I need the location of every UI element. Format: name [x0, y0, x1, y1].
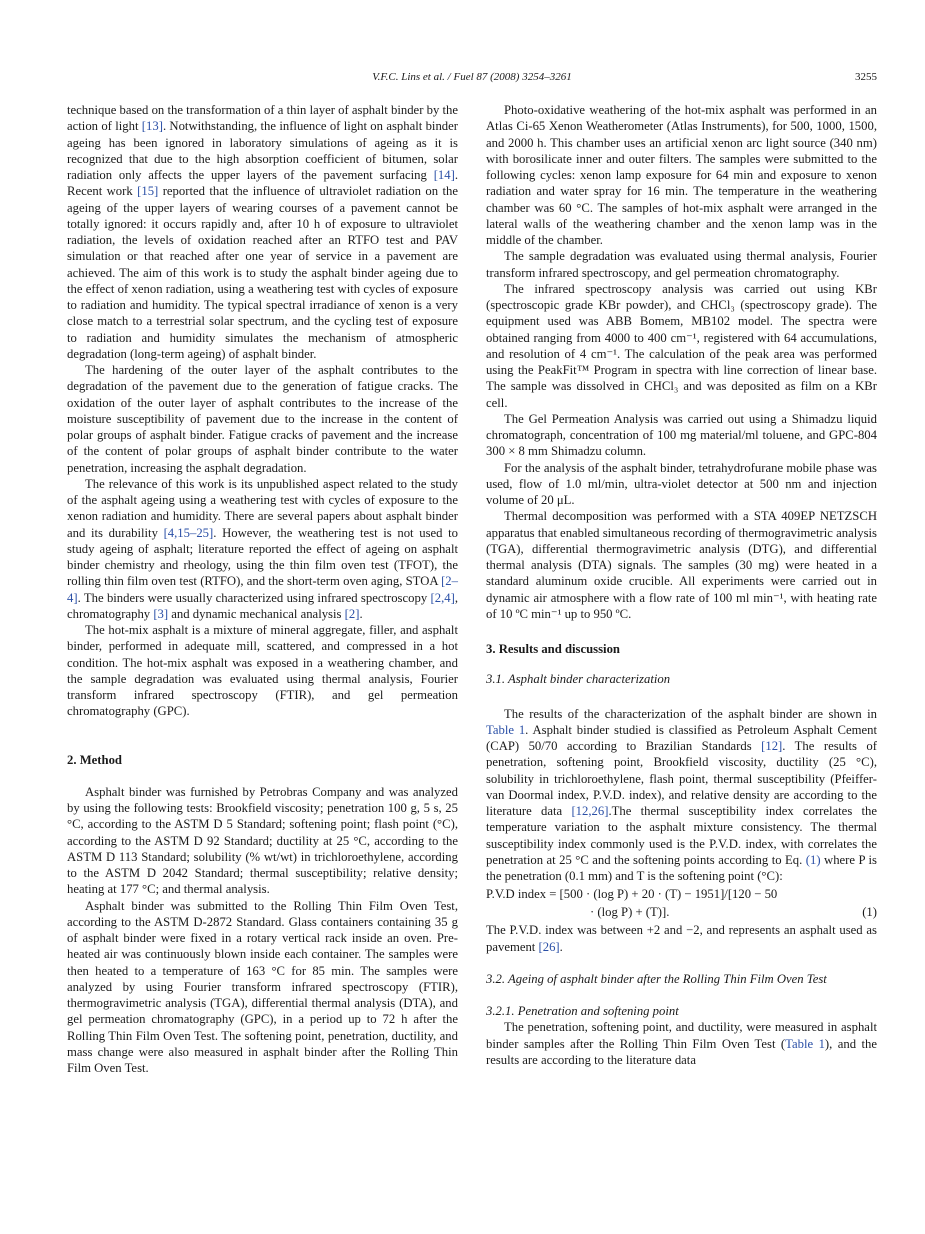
equation-line: · (log P) + (T)].	[590, 905, 670, 920]
citation-link[interactable]: [2–4]	[67, 574, 458, 605]
paragraph: Photo-oxidative weathering of the hot-mix asphalt was performed in an Atlas Ci-65 Xenon Weatherometer (Atlas Instruments), for 500, 1000, 1500, and 2000 h. This chamber uses an artificial xenon arc light source (340 nm) with borosilicate inner and outer filters. The samples were submitted to the following cycles: xenon lamp exposure for 64 min and exposure to xenon radiation and water spray for 16 min. The temperature in the weathering chamber was 60 °C. The samples of hot-mix asphalt were arranged in the lateral walls of the weathering chamber and the xenon lamp was in the middle of the chamber.	[486, 103, 877, 247]
paragraph: Asphalt binder was furnished by Petrobras Company and was analyzed by using the following tests: Brookfield viscosity; penetration 100 g, 5 s, 25 °C, according to the ASTM D 5 Standard; softening point; flash point (°C), according to the ASTM D 92 Standard; ductility at 25 °C, according to the ASTM D 113 Standard; solubility (% wt/wt) in trichloroethylene, according to the ASTM D 2042 Standard; thermal susceptibility; relative density; heating at 177 °C; and thermal analysis.	[67, 784, 458, 897]
citation-link[interactable]: [3]	[153, 606, 169, 621]
subsection-heading: 3.2. Ageing of asphalt binder after the Rolling Thin Film Oven Test	[486, 971, 827, 986]
paragraph: The P.V.D. index was between +2 and −2, and represents an asphalt used as pavement [26].	[486, 923, 877, 954]
right-column	[486, 102, 877, 1068]
citation-link[interactable]: [13]	[141, 119, 163, 134]
subsubsection-heading: 3.2.1. Penetration and softening point	[486, 1004, 679, 1018]
equation-number: (1)	[862, 905, 877, 920]
paragraph: The sample degradation was evaluated using thermal analysis, Fourier transform infrared spectroscopy, and gel permeation chromatography.	[486, 249, 877, 280]
table-link[interactable]: Table 1	[785, 1036, 825, 1051]
journal-citation: V.F.C. Lins et al. / Fuel 87 (2008) 3254–3261	[372, 71, 572, 83]
paragraph: technique based on the transformation of a thin layer of asphalt binder by the action of light [13]. Notwithstanding, the influence of light on asphalt binder ageing has been ignored in laboratory simulations of ageing as it is recognized that due to the high absorption coefficient of bitumen, solar radiation only affects the upper layers of the pavement surfacing [14]. Recent work [15] reported that the influence of ultraviolet radiation on the ageing of the upper layers of wearing courses of a pavement cannot be totally ignored: it occurs rapidly and, after 10 h of exposure to ultraviolet radiation, the levels of oxidation reached after an RTFO test and PAV simulation or that reached after one year of service in a pavement are achieved. The aim of this work is to study the asphalt binder ageing due to the effect of xenon radiation, using a weathering test with cycles of exposure to radiation and humidity. The typical spectral irradiance of xenon is a very close match to a terrestrial solar spectrum, and the cycling test of exposure to radiation and humidity simulates the mechanism of atmospheric degradation (long-term ageing) of asphalt binder.	[67, 103, 458, 361]
section-heading: 3. Results and discussion	[486, 642, 620, 656]
equation-line: P.V.D index = [500 · (log P) + 20 · (T) − 1951]/[120 − 50	[486, 887, 778, 902]
citation-link[interactable]: [15]	[137, 184, 159, 199]
citation-link[interactable]: [14]	[433, 168, 455, 182]
paragraph: Asphalt binder was submitted to the Rolling Thin Film Oven Test, according to the ASTM D-2872 Standard. Glass containers containing 35 g of asphalt binder were fixed in a rotary vertical rack inside an oven. Pre-heated air was continuously blown inside each container. The samples were then heated to a temperature of 163 °C for 85 min. The samples were analyzed by using Fourier transform infrared spectroscopy (FTIR), thermogravimetric analysis (TGA), differential thermal analysis (DTA), and gel permeation chromatography (GPC), in a period up to 72 h after the Rolling Thin Film Oven Test. The softening point, penetration, ductility, and mass change were also measured in asphalt binder after the Rolling Thin Film Oven Test.	[67, 898, 458, 1075]
subsection-heading: 3.1. Asphalt binder characterization	[486, 672, 671, 687]
paragraph: For the analysis of the asphalt binder, tetrahydrofurane mobile phase was used, flow of 1.0 ml/min, ultra-violet detector at 500 nm and injection volume of 20 μL.	[486, 460, 877, 507]
table-link[interactable]: Table 1	[486, 722, 526, 737]
citation-link[interactable]: [26]	[538, 939, 560, 954]
paragraph: The infrared spectroscopy analysis was carried out using KBr (spectroscopic grade KBr powder), and CHCl₃ (spectroscopy grade). The equipment used was ABB Bomem, MB102 model. The spectra were obtained ranging from 4000 to 400 cm⁻¹, registered with 64 accumulations, and resolution of 4 cm⁻¹. The calculation of the peak area was performed using the PeakFit™ Program in spectra with line correction of linear base. The sample was dissolved in CHCl₃ and was deposited as film on a KBr cell.	[486, 281, 877, 410]
left-column	[67, 102, 458, 1076]
section-heading: 2. Method	[67, 752, 122, 767]
paragraph: The hardening of the outer layer of the asphalt contributes to the degradation of the pavement due to the generation of fatigue cracks. The oxidation of the outer layer of asphalt contributes to the increase of the moisture susceptibility of pavement due to the increase in the content of polar groups of asphalt binder. Fatigue cracks of pavement and the increase of the content of polar groups of asphalt binder contribute to the water penetration, increasing the asphalt degradation.	[67, 363, 458, 475]
paragraph: The results of the characterization of the asphalt binder are shown in Table 1. Asphalt binder studied is classified as Petroleum Asphalt Cement (CAP) 50/70 according to Brazilian Standards [12]. The results of penetration, softening point, Brookfield viscosity, ductility (25 °C), solubility in trichloroethylene, flash point, thermal susceptibility (Pfeiffer-van Doormal index, P.V.D. index), and relative density are according to the literature data [12,26].The thermal susceptibility index correlates the temperature variation to the asphalt mixture consistency. The thermal susceptibility index commonly used is the P.V.D. index, with correlates the penetration at 25 °C and the softening points according to Eq. (1) where P is the penetration (0.1 mm) and T is the softening point (°C):	[486, 706, 878, 883]
paragraph: The relevance of this work is its unpublished aspect related to the study of the asphalt ageing using a weathering test with cycles of exposure to the xenon radiation and humidity. There are several papers about asphalt binder and its durability [4,15–25]. However, the weathering test is not used to study ageing of asphalt; literature reported the effect of ageing on asphalt binder chemistry and rheology, using the thin film oven test (TFOT), the rolling thin film oven test (RTFO), and the short-term oven aging, STOA [2–4]. The binders were usually characterized using infrared spectroscopy [2,4], chromatography [3] and dynamic mechanical analysis [2].	[67, 476, 458, 621]
page-number: 3255	[855, 71, 877, 83]
running-header	[67, 71, 877, 87]
equation-1	[486, 884, 877, 922]
citation-link[interactable]: [4,15–25]	[163, 525, 214, 540]
citation-link[interactable]: [2,4]	[430, 590, 455, 605]
citation-link[interactable]: [12,26]	[571, 804, 609, 818]
paragraph: Thermal decomposition was performed with a STA 409EP NETZSCH apparatus that enabled simultaneous recording of thermogravimetric analysis (TGA), differential thermogravimetric analysis (DTG), and differential thermal analysis (DTA) signals. The samples (30 mg) were heated in a standard aluminum oxide crucible. All experiments were carried out in dynamic air atmosphere with a flow rate of 100 ml min⁻¹, with heating rate of 10 ºC min⁻¹ up to 950 ºC.	[486, 509, 877, 621]
paragraph: The hot-mix asphalt is a mixture of mineral aggregate, filler, and asphalt binder, performed in adequate mill, scattered, and compressed in a hot condition. The hot-mix asphalt was exposed in a weathering chamber, and the sample degradation was evaluated using thermal analysis, Fourier transform infrared spectroscopy (FTIR), and gel permeation chromatography (GPC).	[67, 623, 458, 719]
paragraph: The penetration, softening point, and ductility, were measured in asphalt binder samples after the Rolling Thin Film Oven Test (Table 1), and the results are according to the literature data	[486, 1020, 878, 1067]
citation-link[interactable]: [12]	[761, 739, 783, 753]
paragraph: The Gel Permeation Analysis was carried out using a Shimadzu liquid chromatograph, concentration of 100 mg material/ml toluene, and GPC-804 300 × 8 mm Shimadzu column.	[486, 411, 877, 459]
citation-link[interactable]: [2]	[344, 606, 360, 621]
equation-link[interactable]: (1)	[805, 852, 821, 867]
